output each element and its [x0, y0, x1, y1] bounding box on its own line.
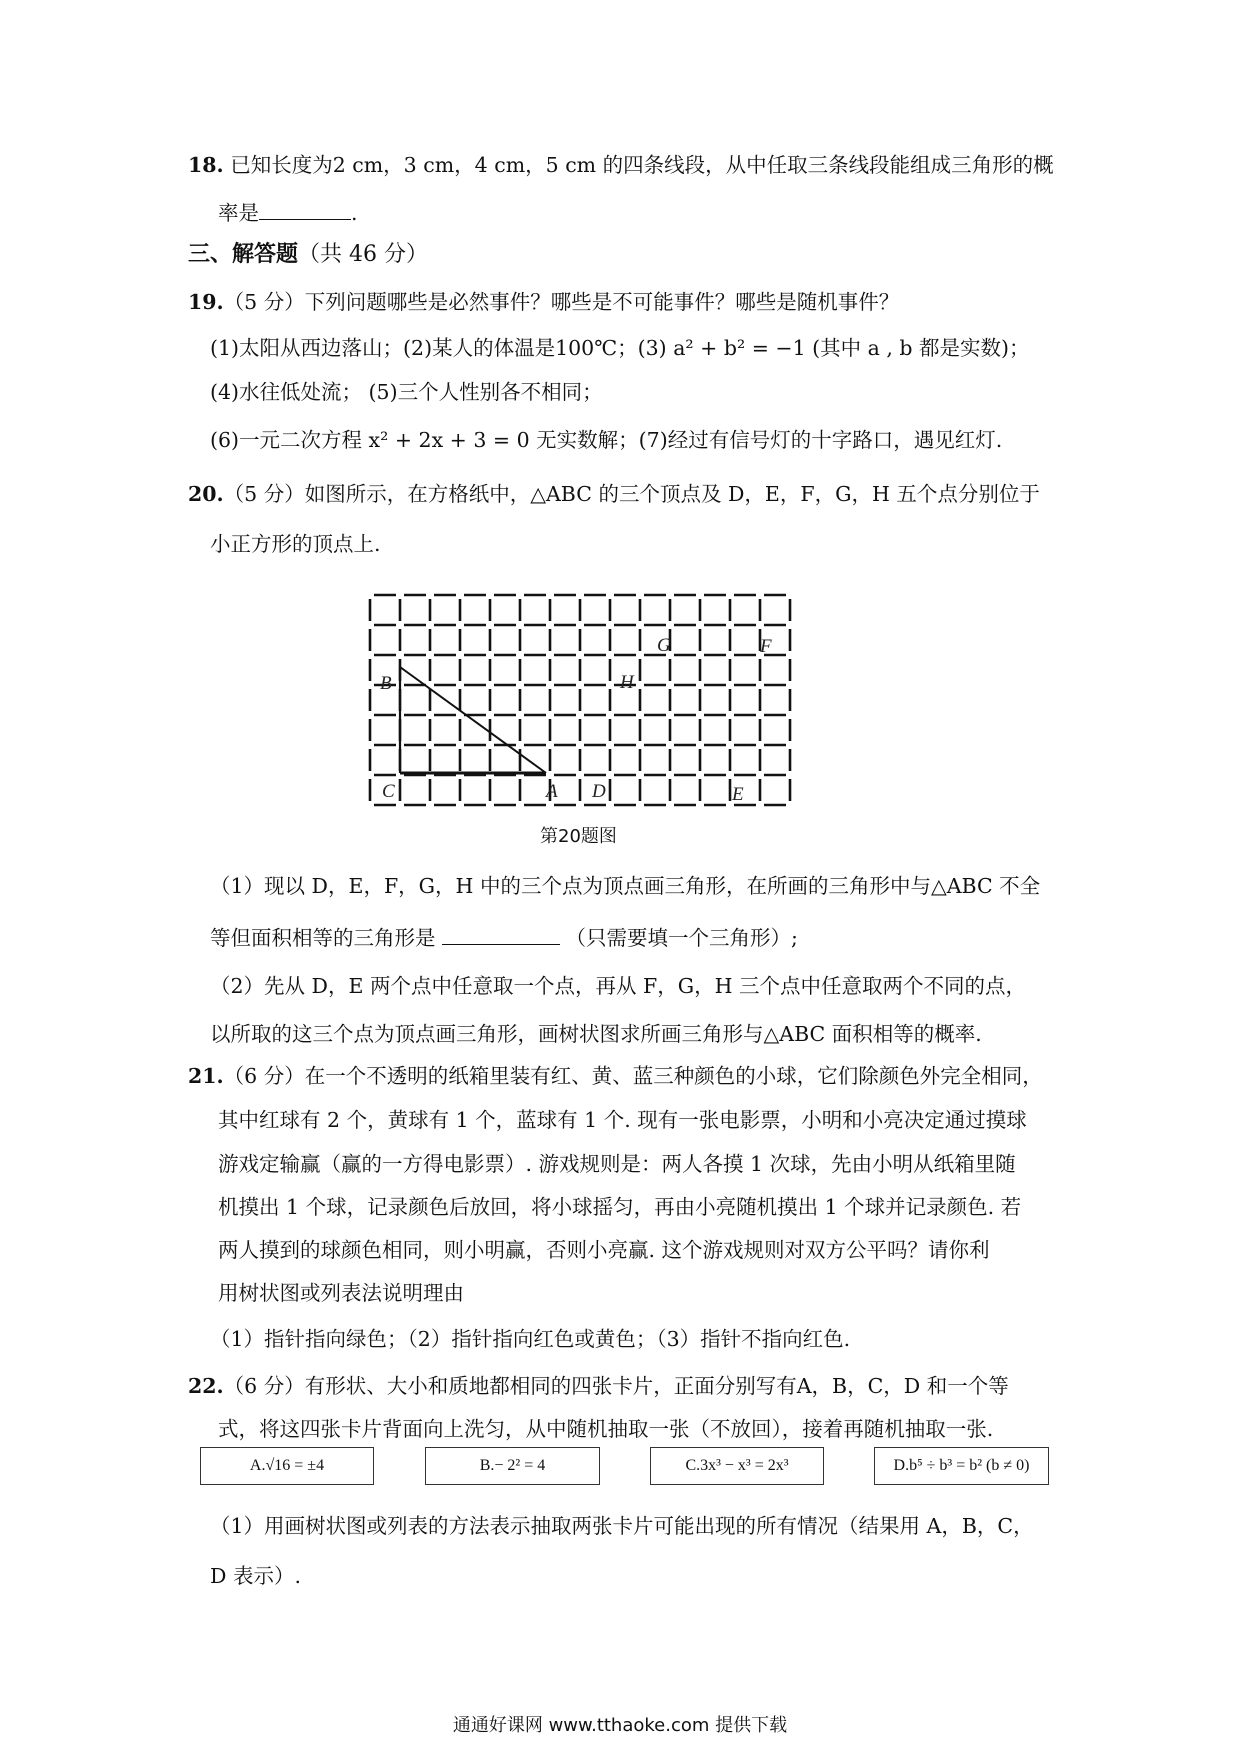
q22-line2: 式，将这四张卡片背面向上洗匀，从中随机抽取一张（不放回），接着再随机抽取一张.	[218, 1417, 994, 1441]
point-label-c: C	[382, 781, 395, 802]
q20-part1-note: （只需要填一个三角形）;	[565, 926, 798, 950]
q20-part1-line1: （1）现以 D，E，F，G，H 中的三个点为顶点画三角形，在所画的三角形中与△ABC 不全	[210, 874, 1041, 898]
q21-line2: 其中红球有 2 个，黄球有 1 个，蓝球有 1 个. 现有一张电影票，小明和小亮决定通过摸球	[218, 1108, 1027, 1132]
card-d: D.b⁵ ÷ b³ = b² (b ≠ 0)	[874, 1447, 1049, 1485]
q18-text: 已知长度为2 cm，3 cm，4 cm，5 cm 的四条线段，从中任取三条线段能组成三角形的概	[230, 153, 1054, 177]
q22-number: 22.	[188, 1374, 224, 1398]
q20-part2-line1: （2）先从 D，E 两个点中任意取一个点，再从 F，G，H 三个点中任意取两个不同的点，	[210, 974, 1026, 998]
q18-number: 18.	[188, 153, 224, 177]
q20-stem-line2: 小正方形的顶点上.	[210, 532, 381, 556]
q19-item-line2: (4)水往低处流； (5)三个人性别各不相同；	[210, 380, 603, 404]
q20-stem-text: （5 分）如图所示，在方格纸中，△ABC 的三个顶点及 D，E，F，G，H 五个点分别位于	[223, 482, 1040, 506]
point-label-b: B	[380, 673, 392, 694]
q20-part1-text: 等但面积相等的三角形是	[210, 926, 436, 950]
q19-item-line1: (1)太阳从西边落山；(2)某人的体温是100℃；(3) a² + b² = −1 (其中 a , b 都是实数)；	[210, 336, 1030, 360]
point-label-e: E	[732, 784, 744, 805]
q21-line4: 机摸出 1 个球，记录颜色后放回，将小球摇匀，再由小亮随机摸出 1 个球并记录颜色. 若	[218, 1195, 1022, 1219]
q19-number: 19.	[188, 290, 224, 314]
q21-line5: 两人摸到的球颜色相同，则小明赢，否则小亮赢. 这个游戏规则对双方公平吗？请你利	[218, 1238, 990, 1262]
q21-line7: （1）指针指向绿色；（2）指针指向红色或黄色；（3）指针不指向红色.	[210, 1327, 851, 1351]
q18-text-2: 率是	[218, 201, 259, 225]
q20-figure-caption: 第20题图	[540, 826, 617, 847]
triangle-side-ab	[400, 667, 546, 773]
q18-end: .	[351, 201, 358, 225]
q22-text-1: （6 分）有形状、大小和质地都相同的四张卡片，正面分别写有A，B，C，D 和一个等	[223, 1374, 1009, 1398]
q20-answer-blank[interactable]	[442, 922, 560, 945]
point-label-d: D	[592, 781, 606, 802]
section-title: 三、解答题	[188, 241, 299, 267]
card-b: B.− 2² = 4	[425, 1447, 600, 1485]
card-a: A.√16 = ±4	[200, 1447, 374, 1485]
card-c: C.3x³ − x³ = 2x³	[650, 1447, 824, 1485]
point-label-h: H	[620, 672, 634, 693]
q21-line3: 游戏定输赢（赢的一方得电影票）. 游戏规则是：两人各摸 1 次球，先由小明从纸箱里随	[218, 1152, 1016, 1176]
q19-stem-text: （5 分）下列问题哪些是必然事件？哪些是不可能事件？哪些是随机事件？	[223, 290, 900, 314]
point-label-a: A	[546, 781, 558, 802]
section-score: （共 46 分）	[298, 242, 428, 267]
q20-stem-line1	[188, 480, 1040, 508]
q18-line2	[218, 197, 358, 227]
section-heading	[188, 240, 428, 269]
q21-line6: 用树状图或列表法说明理由	[218, 1281, 464, 1305]
q19-item-line3: (6)一元二次方程 x² + 2x + 3 = 0 无实数解；(7)经过有信号灯的十字路口，遇见红灯.	[210, 428, 1003, 452]
q22-part1-line2: D 表示）.	[210, 1564, 301, 1588]
q18-answer-blank[interactable]	[259, 197, 351, 220]
point-label-g: G	[657, 635, 671, 656]
q21-line1	[188, 1062, 1043, 1090]
q20-grid-figure	[360, 585, 800, 815]
q20-part2-line2: 以所取的这三个点为顶点画三角形，画树状图求所画三角形与△ABC 面积相等的概率.	[210, 1022, 982, 1046]
q22-line1	[188, 1372, 1009, 1400]
page-footer: 通通好课网 www.tthaoke.com 提供下载	[452, 1715, 788, 1736]
q22-part1-line1: （1）用画树状图或列表的方法表示抽取两张卡片可能出现的所有情况（结果用 A，B，C，	[210, 1514, 1034, 1538]
q21-text-1: （6 分）在一个不透明的纸箱里装有红、黄、蓝三种颜色的小球，它们除颜色外完全相同，	[223, 1064, 1043, 1088]
q18-line1	[188, 151, 1054, 179]
q20-number: 20.	[188, 482, 224, 506]
q19-stem	[188, 288, 899, 316]
q20-part1-line2	[210, 922, 798, 952]
point-label-f: F	[760, 636, 772, 657]
q21-number: 21.	[188, 1064, 224, 1088]
